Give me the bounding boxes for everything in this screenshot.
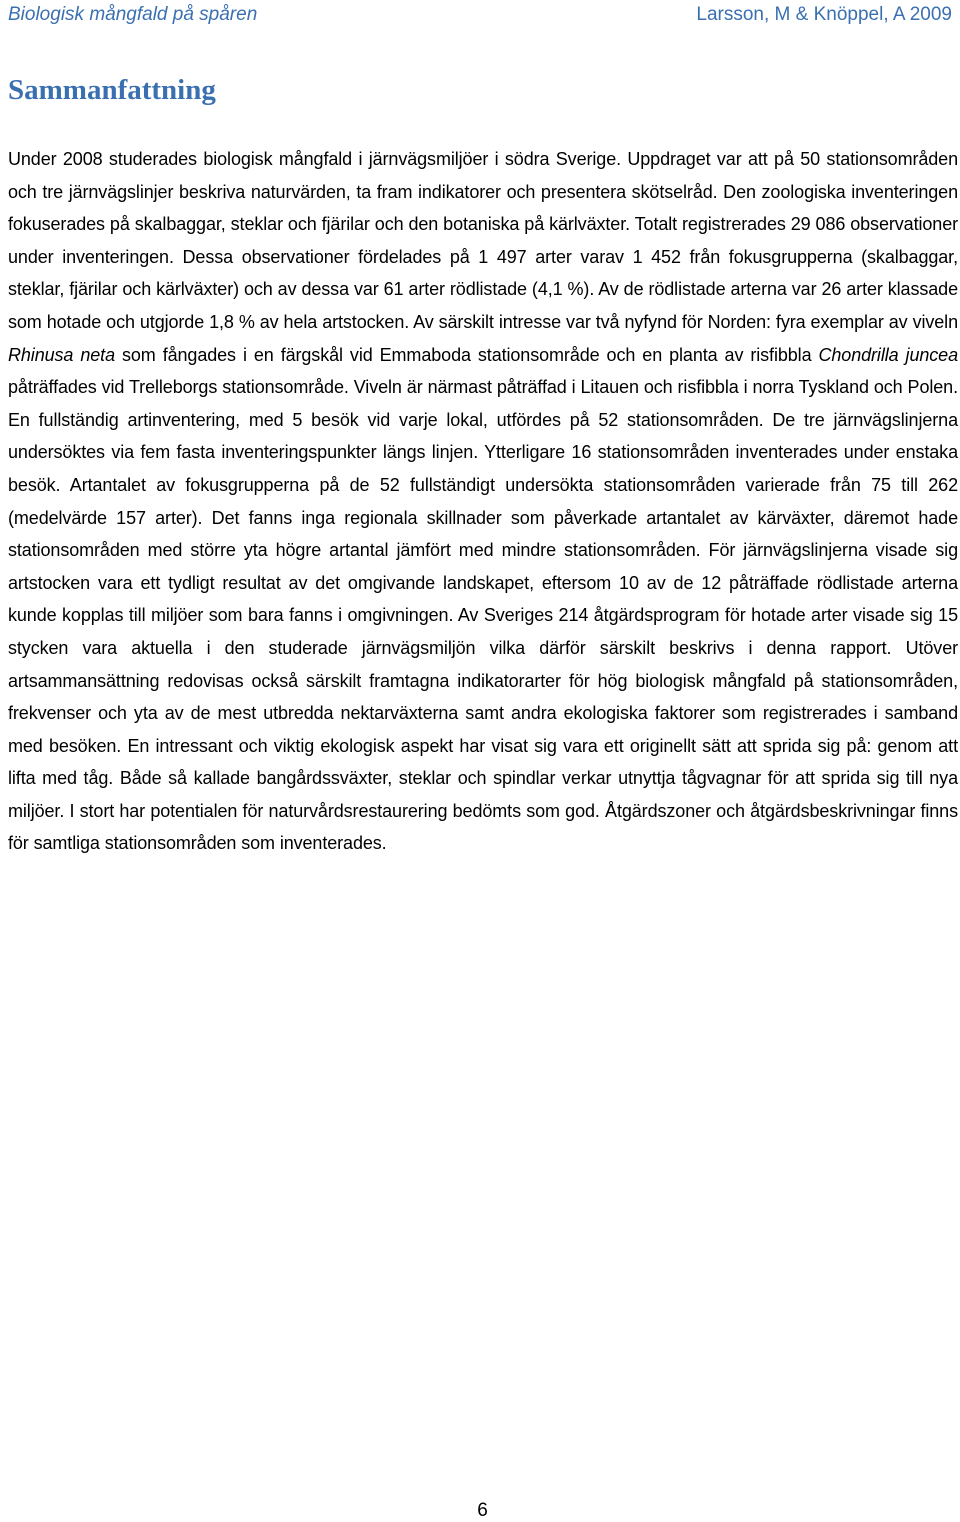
header-authors: Larsson, M & Knöppel, A 2009: [696, 4, 952, 25]
summary-text-part-3: påträffades vid Trelleborgs stationsområde. Viveln är närmast påträffad i Litauen och risfibbla i norra Tyskland och Polen. En fullständig artinventering, med 5 besök vid varje lokal, utfördes på 52 stationsområden. De tre järnvägslinjerna undersöktes via fem fasta inventeringspunkter längs linjen. Ytterligare 16 stationsområden inventerades under enstaka besök. Artantalet av fokusgrupperna på de 52 fullständigt undersökta stationsområden varierade från 75 till 262 (medelvärde 157 arter). Det fanns inga regionala skillnader som påverkade artantalet av kärväxter, däremot hade stationsområden med större yta högre artantal jämfört med mindre stationsområden. För järnvägslinjerna visade sig artstocken vara ett tydligt resultat av det omgivande landskapet, eftersom 10 av de 12 påträffade rödlistade arterna kunde kopplas till miljöer som bara fanns i omgivningen. Av Sveriges 214 åtgärdsprogram för hotade arter visade sig 15 stycken vara aktuella i den studerade järnvägsmiljön vilka därför särskilt beskrivs i denna rapport. Utöver artsammansättning redovisas också särskilt framtagna indikatorarter för hög biologisk mångfald på stationsområden, frekvenser och yta av de mest utbredda nektarväxterna samt andra ekologiska faktorer som registrerades i samband med besöken. En intressant och viktig ekologisk aspekt har visat sig vara ett originellt sätt att sprida sig på: genom att lifta med tåg. Både så kallade bangårdssväxter, steklar och spindlar verkar utnyttja tågvagnar för att sprida sig till nya miljöer. I stort har potentialen för naturvårdsrestaurering bedömts som god. Åtgärdszoner och åtgärdsbeskrivningar finns för samtliga stationsområden som inventerades.: [8, 377, 958, 854]
species-name-rhinusa: Rhinusa neta: [8, 344, 115, 365]
running-header: [8, 2, 952, 28]
page-title: Sammanfattning: [8, 74, 216, 106]
summary-paragraph: [8, 143, 958, 860]
summary-text-part-1: Under 2008 studerades biologisk mångfald i järnvägsmiljöer i södra Sverige. Uppdraget var att på 50 stationsområden och tre järnvägslinjer beskriva naturvärden, ta fram indikatorer och presentera skötselråd. Den zoologiska inventeringen fokuserades på skalbaggar, steklar och fjärilar och den botaniska på kärlväxter. Totalt registrerades 29 086 observationer under inventeringen. Dessa observationer fördelades på 1 497 arter varav 1 452 från fokusgrupperna (skalbaggar, steklar, fjärilar och kärlväxter) och av dessa var 61 arter rödlistade (4,1 %). Av de rödlistade arterna var 26 arter klassade som hotade och utgjorde 1,8 % av hela artstocken. Av särskilt intresse var två nyfynd för Norden: fyra exemplar av viveln: [8, 149, 958, 332]
header-document-title: Biologisk mångfald på spåren: [8, 4, 258, 25]
summary-text-part-2: som fångades i en färgskål vid Emmaboda stationsområde och en planta av risfibbla: [114, 344, 819, 365]
page-number: 6: [477, 1500, 488, 1521]
species-name-chondrilla: Chondrilla juncea: [818, 344, 958, 365]
